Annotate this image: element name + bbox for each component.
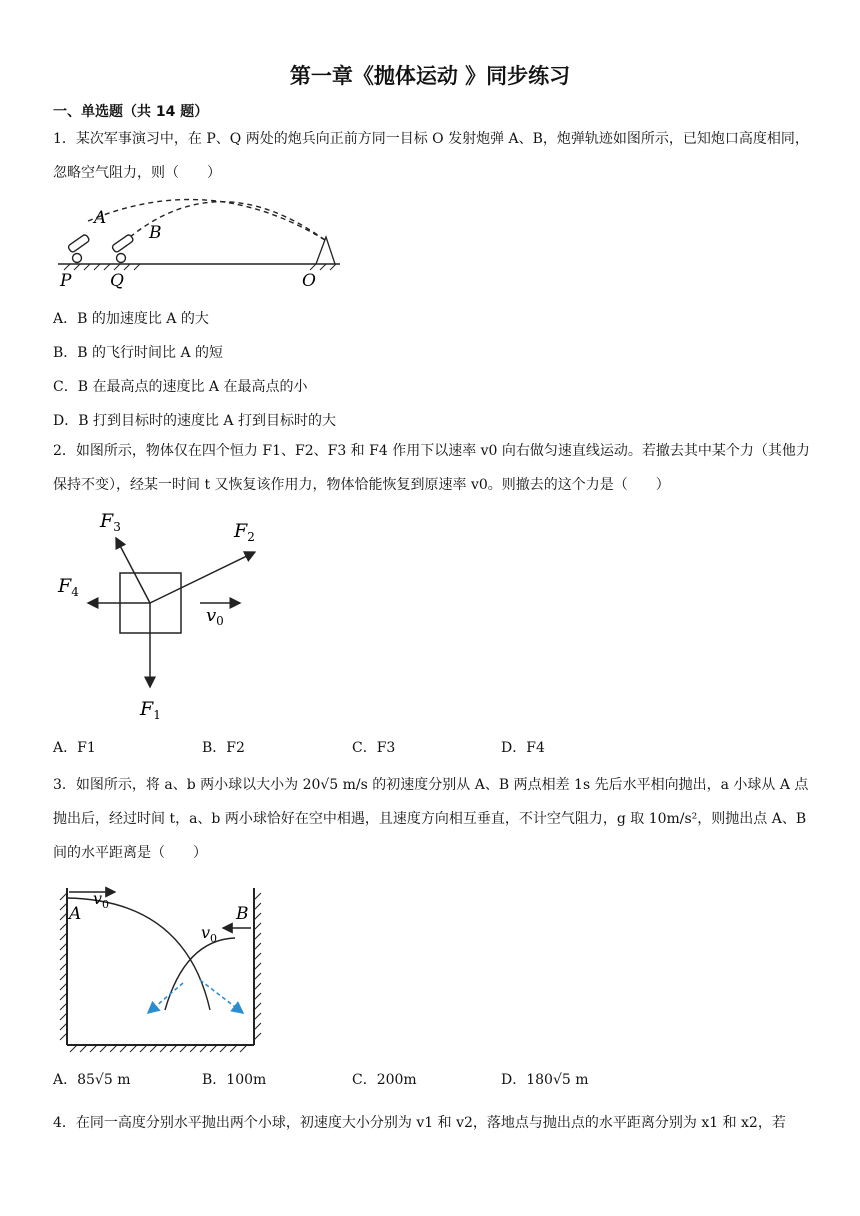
question-1-figure — [50, 195, 350, 290]
label-o: O — [302, 271, 316, 290]
q1-option-c: C．B 在最高点的速度比 A 在最高点的小 — [53, 379, 308, 395]
floor — [67, 1045, 254, 1052]
label-v0-a: $v_0$ — [93, 889, 110, 911]
force-f3-arrow — [116, 538, 150, 603]
label-q: Q — [110, 271, 124, 290]
q1-option-a: A．B 的加速度比 A 的大 — [53, 311, 209, 327]
q3-option-b: B．100m — [202, 1072, 267, 1088]
question-2-figure — [50, 505, 290, 725]
q2-option-b: B．F2 — [202, 740, 245, 756]
cannon-p-icon — [67, 234, 90, 263]
trajectory-a — [67, 898, 210, 1010]
question-4-text: 4．在同一高度分别水平抛出两个小球，初速度大小分别为 v1 和 v2，落地点与抛出点的水平距离分别为 x1 和 x2，若 — [53, 1115, 786, 1131]
q1-option-d: D．B 打到目标时的速度比 A 打到目标时的大 — [53, 413, 336, 429]
label-f2: $F_2$ — [234, 520, 255, 544]
question-1-text: 1．某次军事演习中，在 P、Q 两处的炮兵向正前方同一目标 O 发射炮弹 A、B，炮弹轨迹如图所示，已知炮口高度相同，忽略空气阻力，则（ ） — [53, 131, 809, 181]
q3-option-d: D．180√5 m — [501, 1072, 589, 1088]
q1-option-b: B．B 的飞行时间比 A 的短 — [53, 345, 224, 361]
target-o-icon — [316, 237, 335, 264]
question-2-text: 2．如图所示，物体仅在四个恒力 F1、F2、F3 和 F4 作用下以速率 v0 向右做匀速直线运动。若撤去其中某个力（其他力保持不变），经某一时间 t 又恢复该作用力，物体恰能恢复到原速率 v0。则撤去的这个力是（ ） — [53, 443, 810, 493]
section-heading: 一、单选题（共 14 题） — [53, 104, 209, 120]
q2-option-c: C．F3 — [352, 740, 396, 756]
question-3-text: 3．如图所示，将 a、b 两小球以大小为 20√5 m/s 的初速度分别从 A、B 两点相差 1s 先后水平相向抛出，a 小球从 A 点抛出后，经过时间 t，a、b 两小球恰好在空中相遇，且速度方向相互垂直，不计空气阻力，g 取 10m/s²，则抛出点 A、B 间的水平距离是（ ） — [53, 777, 809, 861]
ground — [58, 264, 340, 270]
label-f3: $F_3$ — [100, 510, 121, 534]
label-b: B — [236, 904, 249, 924]
label-v0-b: $v_0$ — [201, 923, 218, 945]
trajectory-a — [88, 200, 325, 240]
left-wall — [60, 888, 67, 1045]
force-f2-arrow — [150, 552, 255, 603]
page-title: 第一章《抛体运动 》同步练习 — [289, 64, 571, 88]
cannon-q-icon — [111, 234, 134, 263]
label-f4: $F_4$ — [58, 575, 79, 599]
label-a: A — [69, 904, 82, 924]
label-p: P — [60, 271, 72, 290]
right-wall — [254, 888, 261, 1045]
q3-option-c: C．200m — [352, 1072, 417, 1088]
question-3-figure — [55, 880, 270, 1055]
label-b: B — [149, 223, 162, 243]
label-v0: $v_0$ — [206, 605, 224, 628]
label-a: A — [94, 208, 107, 228]
q2-option-d: D．F4 — [501, 740, 545, 756]
label-f1: $F_1$ — [140, 698, 161, 722]
q3-option-a: A．85√5 m — [53, 1072, 131, 1088]
q2-option-a: A．F1 — [53, 740, 96, 756]
